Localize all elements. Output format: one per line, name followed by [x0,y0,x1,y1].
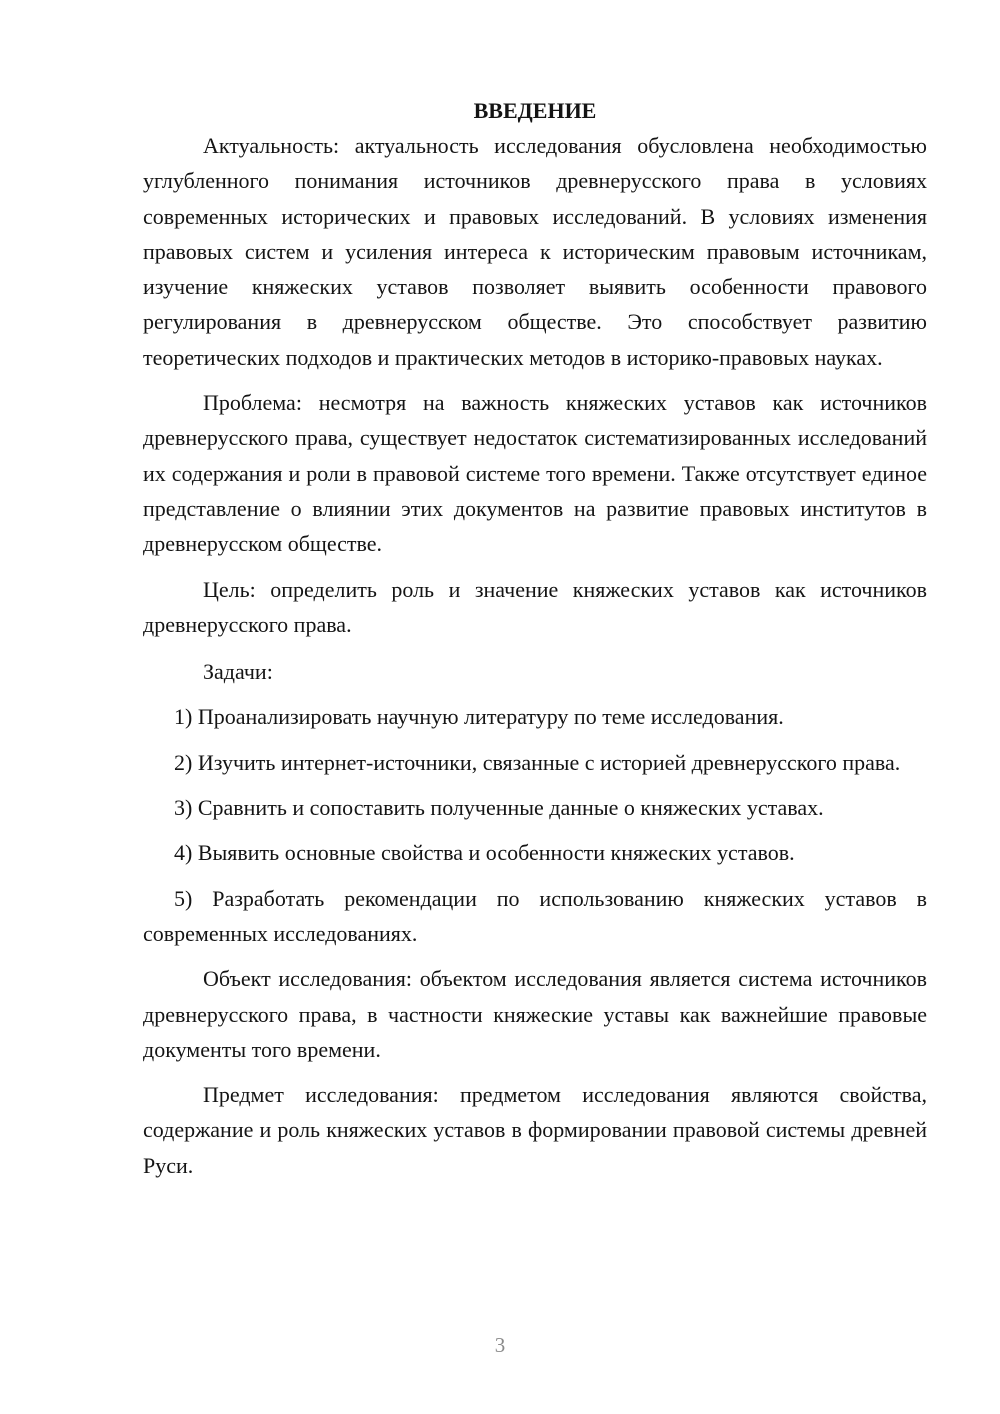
task-item-4: 4) Выявить основные свойства и особенности княжеских уставов. [174,840,795,866]
task-item-1: 1) Проанализировать научную литературу по теме исследования. [174,704,784,730]
tasks-heading: Задачи: [203,659,273,685]
paragraph-subject: Предмет исследования: предметом исследования являются свойства, содержание и роль княжеских уставов в формировании правовой системы древней Руси. [143,1082,927,1178]
document-page [143,93,927,1183]
paragraph-object: Объект исследования: объектом исследования является система источников древнерусского права, в частности княжеские уставы как важнейшие правовые документы того времени. [143,966,927,1062]
paragraph-goal: Цель: определить роль и значение княжеских уставов как источников древнерусского права. [143,576,927,637]
section-title: ВВЕДЕНИЕ [473,98,597,123]
task-item-2: 2) Изучить интернет-источники, связанные с историей древнерусского права. [174,749,901,775]
paragraph-relevance: Актуальность: актуальность исследования обусловлена необходимостью углубленного понимания источников древнерусского права в условиях современных исторических и правовых исследований. В условиях изменения правовых систем и усиления интереса к историческим правовым источникам, изучение княжеских уставов позволяет выявить особенности правового регулирования в древнерусском обществе. Это способствует развитию теоретических подходов и практических методов в историко-правовых науках. [143,133,927,370]
page-number: 3 [494,1333,506,1357]
task-item-5: 5) Разработать рекомендации по использованию княжеских уставов в современных исследованиях. [143,885,927,946]
task-item-3: 3) Сравнить и сопоставить полученные данные о княжеских уставах. [174,795,824,821]
paragraph-problem: Проблема: несмотря на важность княжеских уставов как источников древнерусского права, существует недостаток систематизированных исследований их содержания и роли в правовой системе того времени. Также отсутствует единое представление о влиянии этих документов на развитие правовых институтов в древнерусском обществе. [143,390,927,557]
